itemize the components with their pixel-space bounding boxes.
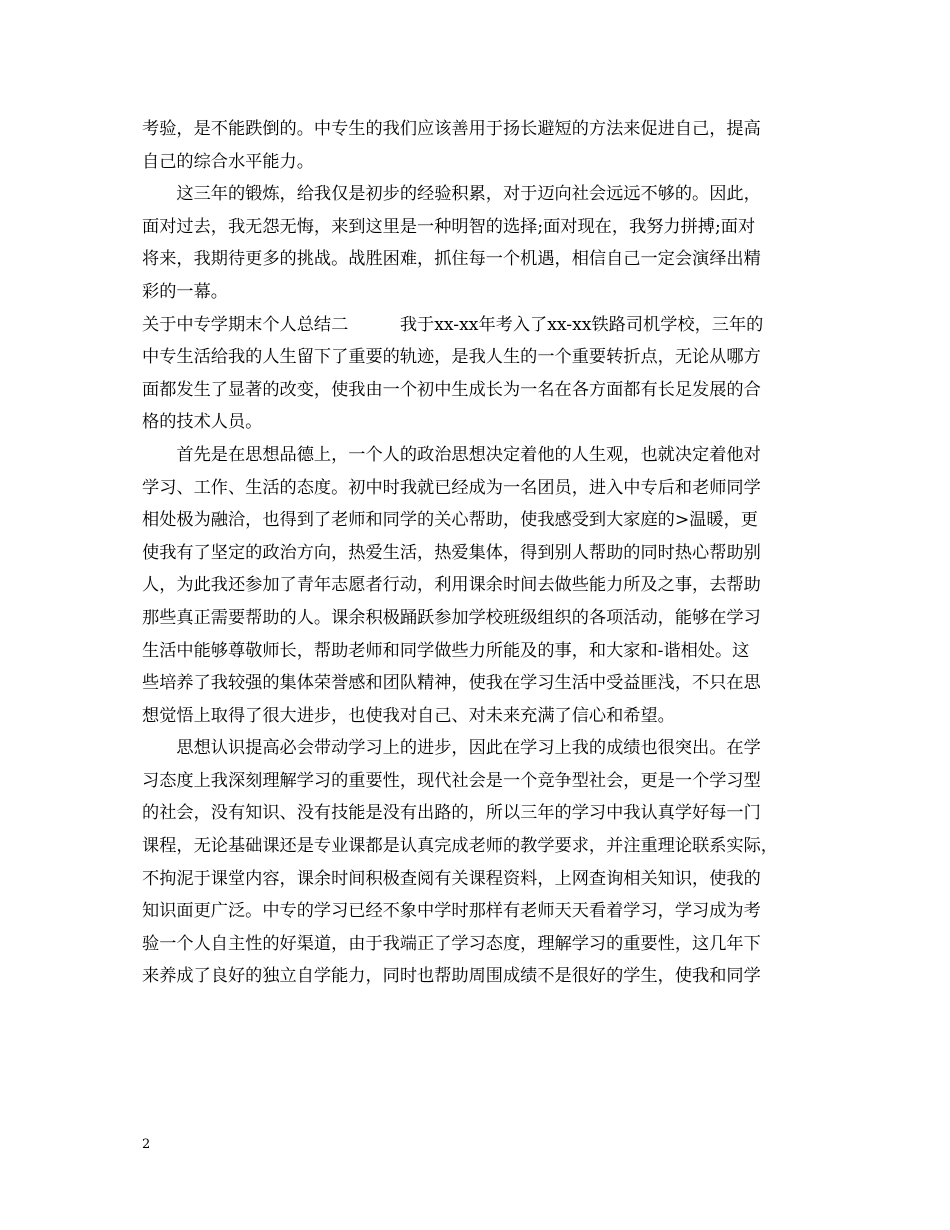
text-line: 知识面更广泛。中专的学习已经不象中学时那样有老师天天看着学习，学习成为考 <box>142 901 761 922</box>
body-text <box>142 113 814 993</box>
text-line: 使我有了坚定的政治方向，热爱生活，热爱集体，得到别人帮助的同时热心帮助别 <box>142 542 761 563</box>
text-line: 那些真正需要帮助的人。课余积极踊跃参加学校班级组织的各项活动，能够在学习 <box>142 607 761 628</box>
text-line: 中专生活给我的人生留下了重要的轨迹，是我人生的一个重要转折点，无论从哪方 <box>142 347 761 368</box>
text-line: 首先是在思想品德上，一个人的政治思想决定着他的人生观，也就决定着他对 <box>142 444 761 465</box>
text-line: 思想认识提高必会带动学习上的进步，因此在学习上我的成绩也很突出。在学 <box>142 738 761 759</box>
text-line: 的社会，没有知识、没有技能是没有出路的，所以三年的学习中我认真学好每一门 <box>142 803 761 824</box>
text-line: 来养成了良好的独立自学能力，同时也帮助周围成绩不是很好的学生，使我和同学 <box>142 966 761 987</box>
page-number: 2 <box>142 1137 151 1152</box>
text-line: 些培养了我较强的集体荣誉感和团队精神，使我在学习生活中受益匪浅，不只在思 <box>142 673 761 694</box>
text-line: 学习、工作、生活的态度。初中时我就已经成为一名团员，进入中专后和老师同学 <box>142 477 761 498</box>
text-line: 面都发生了显著的改变，使我由一个初中生成长为一名在各方面都有长足发展的合 <box>142 379 761 400</box>
text-line: 验一个人自主性的好渠道，由于我端正了学习态度，理解学习的重要性，这几年下 <box>142 933 761 954</box>
text-line: 彩的一幕。 <box>142 281 228 302</box>
text-line: 生活中能够尊敬师长，帮助老师和同学做些力所能及的事，和大家和-谐相处。这 <box>142 640 750 661</box>
text-line: 习态度上我深刻理解学习的重要性，现代社会是一个竞争型社会，更是一个学习型 <box>142 770 761 791</box>
text-line: 不拘泥于课堂内容，课余时间积极查阅有关课程资料，上网查询相关知识，使我的 <box>142 868 761 889</box>
text-line: 人，为此我还参加了青年志愿者行动，利用课余时间去做些能力所及之事，去帮助 <box>142 575 761 596</box>
text-line: 考验，是不能跌倒的。中专生的我们应该善用于扬长避短的方法来促进自己，提高 <box>142 119 761 139</box>
section-heading-line: 关于中专学期末个人总结二 我于xx-xx年考入了xx-xx铁路司机学校，三年的 <box>142 314 764 335</box>
text-line: 自己的综合水平能力。 <box>142 151 314 172</box>
text-line: 课程，无论基础课还是专业课都是认真完成老师的教学要求，并注重理论联系实际， <box>142 836 778 857</box>
text-line: 将来，我期待更多的挑战。战胜困难，抓住每一个机遇，相信自己一定会演绎出精 <box>142 249 761 270</box>
text-line: 面对过去，我无怨无悔，来到这里是一种明智的选择;面对现在，我努力拼搏;面对 <box>142 216 756 237</box>
text-line: 相处极为融洽，也得到了老师和同学的关心帮助，使我感受到大家庭的>温暖，更 <box>142 510 758 531</box>
text-line: 想觉悟上取得了很大进步，也使我对自己、对未来充满了信心和希望。 <box>142 705 675 726</box>
text-line: 这三年的锻炼，给我仅是初步的经验积累，对于迈向社会远远不够的。因此， <box>142 184 761 205</box>
text-line: 格的技术人员。 <box>142 412 263 433</box>
